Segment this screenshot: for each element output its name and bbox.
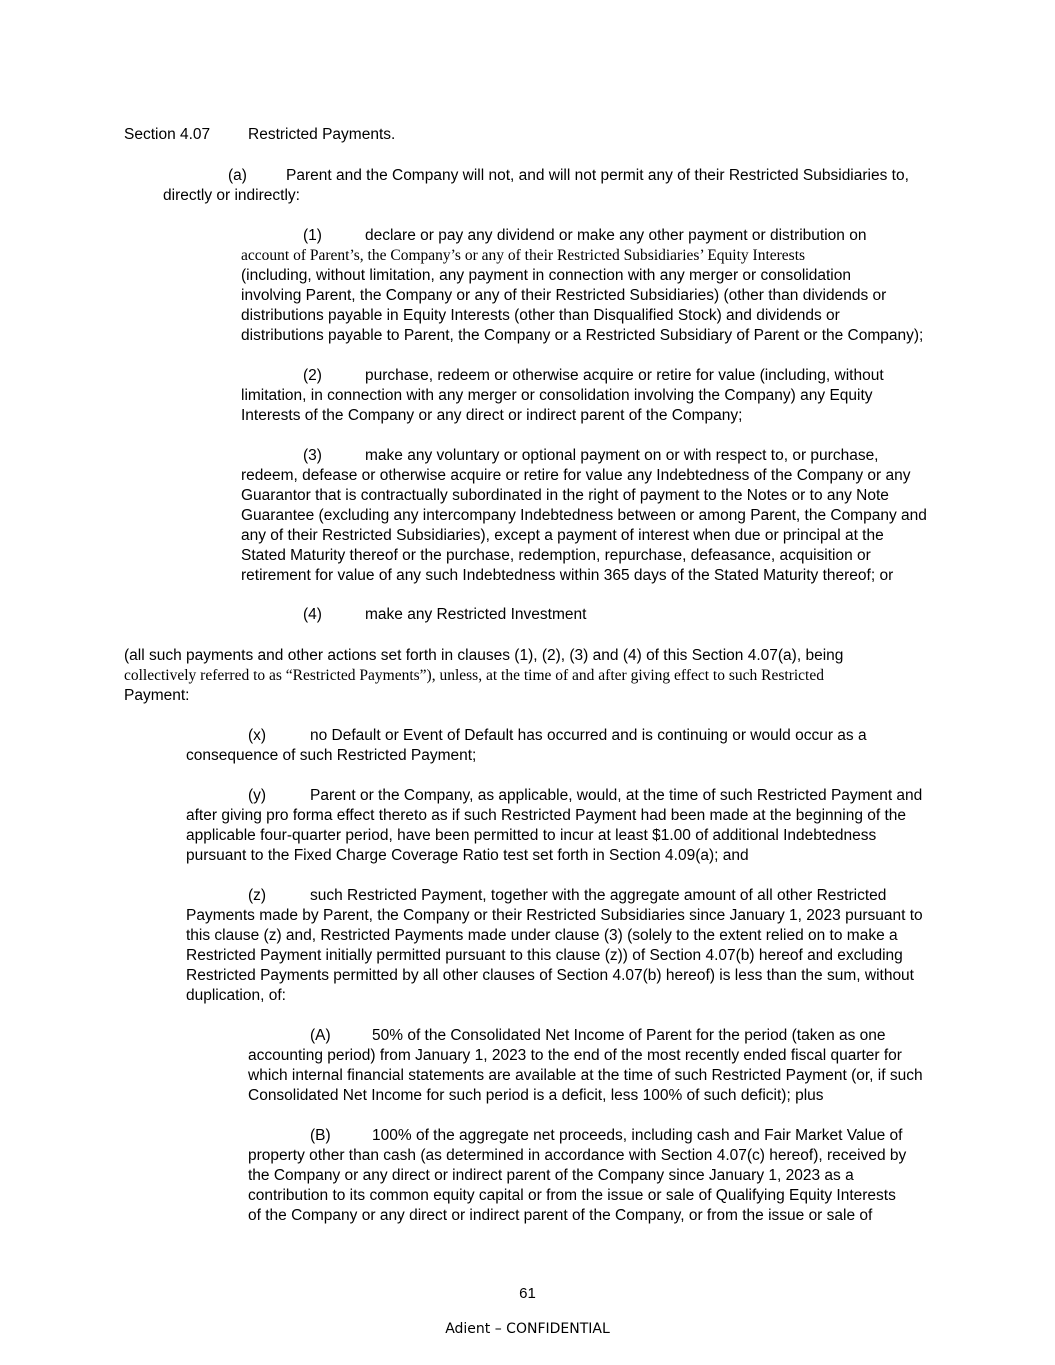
clause-line: Stated Maturity thereof or the purchase, redemption, repurchase, defeasance, acquisition or [241, 547, 871, 564]
clause-line: after giving pro forma effect thereto as if such Restricted Payment had been made at the beginning of the [186, 807, 907, 824]
clause-line: contribution to its common equity capital or from the issue or sale of Qualifying Equity Interests [248, 1187, 896, 1204]
clause-line: any of their Restricted Subsidiaries), except a payment of interest when due or principal at the [241, 527, 884, 544]
clause-line: 50% of the Consolidated Net Income of Parent for the period (taken as one [372, 1027, 886, 1044]
clause-line: Restricted Payments permitted by all other clauses of Section 4.07(b) hereof) is less than the sum, without [186, 967, 914, 984]
clause-line: pursuant to the Fixed Charge Coverage Ratio test set forth in Section 4.09(a); and [186, 847, 749, 864]
clause-line: such Restricted Payment, together with the aggregate amount of all other Restricted [310, 887, 887, 904]
paragraph-line: Parent and the Company will not, and will not permit any of their Restricted Subsidiaries to, [286, 167, 909, 184]
clause-z [186, 886, 923, 1006]
clause-line: Restricted Payment initially permitted pursuant to this clause (z)) of Section 4.07(b) hereof and excluding [186, 947, 903, 964]
clause-line: property other than cash (as determined in accordance with Section 4.07(c) hereof), received by [248, 1147, 907, 1164]
clause-line: Consolidated Net Income for such period is a deficit, less 100% of such deficit); plus [248, 1087, 824, 1104]
clause-1 [241, 226, 923, 346]
clause-line: distributions payable in Equity Interests (other than Disqualified Stock) and dividends or [241, 307, 840, 324]
clause-label: (z) [248, 887, 267, 904]
clause-y [186, 786, 922, 866]
clause-label: (x) [248, 727, 267, 744]
restricted-payments-lead-in [124, 646, 843, 706]
clause-line: retirement for value of any such Indebtedness within 365 days of the Stated Maturity thereof; or [241, 567, 894, 584]
clause-line: accounting period) from January 1, 2023 to the end of the most recently ended fiscal quarter for [248, 1047, 902, 1064]
paragraph-a [163, 166, 909, 206]
section-number: Section 4.07 [124, 126, 211, 143]
clause-label: (B) [310, 1127, 331, 1144]
clause-line: no Default or Event of Default has occurred and is continuing or would occur as a [310, 727, 867, 744]
clause-line: account of Parent’s, the Company’s or any of their Restricted Subsidiaries’ Equity Interests [241, 247, 806, 264]
clause-label: (4) [303, 606, 322, 623]
clause-4 [241, 605, 586, 625]
clause-line: declare or pay any dividend or make any other payment or distribution on [365, 227, 867, 244]
clause-line: this clause (z) and, Restricted Payments made under clause (3) (solely to the extent relied on to make a [186, 927, 898, 944]
clause-line: the Company or any direct or indirect parent of the Company since January 1, 2023 as a [248, 1167, 854, 1184]
clause-line: distributions payable to Parent, the Company or a Restricted Subsidiary of Parent or the Company); [241, 327, 924, 344]
paragraph-line: directly or indirectly: [163, 187, 300, 204]
confidential-footer: Adient – CONFIDENTIAL [445, 1321, 610, 1337]
clause-label: (1) [303, 227, 322, 244]
clause-line: Parent or the Company, as applicable, would, at the time of such Restricted Payment and [310, 787, 923, 804]
clause-line: purchase, redeem or otherwise acquire or retire for value (including, without [365, 367, 884, 384]
clause-line: involving Parent, the Company or any of their Restricted Subsidiaries) (other than dividends or [241, 287, 887, 304]
clause-line: (including, without limitation, any payment in connection with any merger or consolidation [241, 267, 851, 284]
paragraph-line: (all such payments and other actions set forth in clauses (1), (2), (3) and (4) of this Section 4.07(a), being [124, 647, 844, 664]
clause-3 [241, 446, 927, 586]
clause-line: redeem, defease or otherwise acquire or retire for value any Indebtedness of the Company or any [241, 467, 911, 484]
clause-line: duplication, of: [186, 987, 286, 1004]
clause-line: make any Restricted Investment [365, 606, 587, 623]
clause-label: (A) [310, 1027, 331, 1044]
clause-line: applicable four-quarter period, have been permitted to incur at least $1.00 of additional Indebtedness [186, 827, 877, 844]
clause-label: (2) [303, 367, 322, 384]
paragraph-a-label: (a) [228, 167, 247, 184]
paragraph-line: collectively referred to as “Restricted Payments”), unless, at the time of and after giving effect to such Restricted [124, 667, 824, 684]
clause-B [248, 1126, 906, 1226]
clause-A [248, 1026, 923, 1106]
section-title: Restricted Payments. [248, 126, 396, 143]
clause-line: Interests of the Company or any direct or indirect parent of the Company; [241, 407, 743, 424]
clause-2 [241, 366, 884, 426]
clause-line: Payments made by Parent, the Company or their Restricted Subsidiaries since January 1, 2023 pursuant to [186, 907, 923, 924]
clause-line: 100% of the aggregate net proceeds, including cash and Fair Market Value of [372, 1127, 903, 1144]
section-heading [124, 125, 395, 145]
paragraph-line: Payment: [124, 687, 190, 704]
clause-line: Guarantee (excluding any intercompany Indebtedness between or among Parent, the Company and [241, 507, 927, 524]
clause-label: (3) [303, 447, 322, 464]
clause-line: make any voluntary or optional payment on or with respect to, or purchase, [365, 447, 879, 464]
clause-line: limitation, in connection with any merger or consolidation involving the Company) any Equity [241, 387, 873, 404]
clause-line: Guarantor that is contractually subordinated in the right of payment to the Notes or to any Note [241, 487, 889, 504]
clause-line: of the Company or any direct or indirect parent of the Company, or from the issue or sale of [248, 1207, 873, 1224]
clause-x [186, 726, 867, 766]
clause-line: consequence of such Restricted Payment; [186, 747, 477, 764]
clause-line: which internal financial statements are available at the time of such Restricted Payment (or, if such [248, 1067, 923, 1084]
page-number: 61 [519, 1285, 536, 1302]
clause-label: (y) [248, 787, 267, 804]
